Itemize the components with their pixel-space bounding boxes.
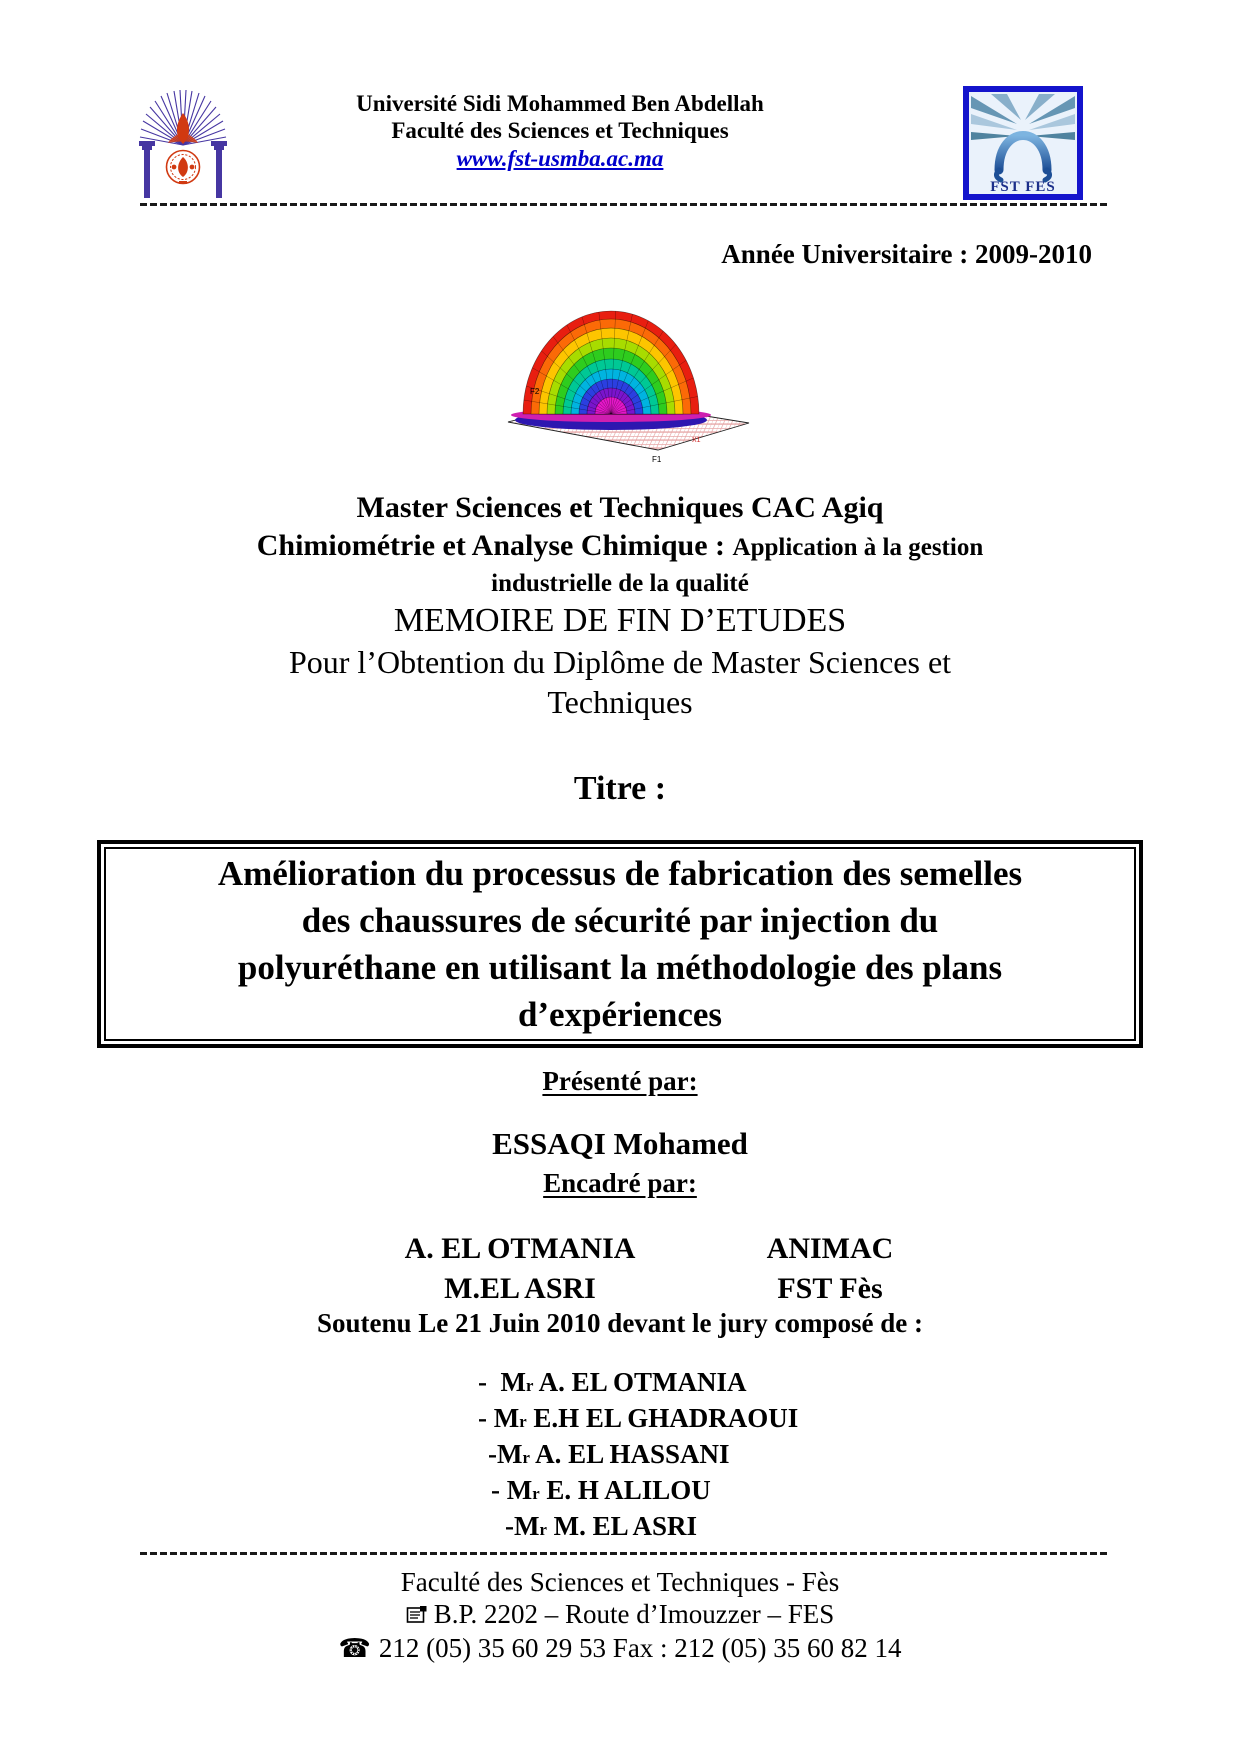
- usmba-arch-logo: [133, 85, 233, 200]
- master-program-line: Master Sciences et Techniques CAC Agiq: [356, 491, 884, 524]
- footer-block: [0, 1566, 1240, 1665]
- supervisor-org-2: FST Fès: [777, 1272, 883, 1305]
- diploma-line-1: Pour l’Obtention du Diplôme de Master Sciences et: [288, 644, 952, 680]
- jury-member-1: [478, 1366, 798, 1402]
- header-text-block: [280, 90, 840, 174]
- response-surface-svg: [506, 292, 756, 472]
- footer-address-line: [0, 1598, 1240, 1632]
- footer-address-text: B.P. 2202 – Route d’Imouzzer – FES: [433, 1599, 835, 1629]
- thesis-title-line-4: d’expériences: [517, 995, 723, 1034]
- supervisor-org-1: ANIMAC: [766, 1232, 894, 1265]
- jury-prefix: -M: [505, 1511, 540, 1541]
- jury-title-sub: r: [525, 1376, 534, 1395]
- title-label: Titre :: [573, 770, 667, 807]
- jury-title-sub: r: [539, 1520, 547, 1539]
- student-name: ESSAQI Mohamed: [492, 1126, 748, 1161]
- specialty-line-2: industrielle de la qualité: [491, 570, 749, 597]
- telephone-icon: ☎: [338, 1634, 371, 1664]
- thesis-title-line-3: polyuréthane en utilisant la méthodologie des plans: [237, 948, 1003, 987]
- dashed-separator-top: [140, 203, 1107, 206]
- specialty-main: Chimiométrie et Analyse Chimique :: [256, 529, 733, 562]
- jury-title-sub: r: [522, 1448, 530, 1467]
- defense-date-line: Soutenu Le 21 Juin 2010 devant le jury composé de :: [316, 1308, 924, 1338]
- jury-prefix: - M: [478, 1403, 520, 1433]
- fst-fes-logo-svg: [963, 86, 1083, 200]
- footer-faculty-line: Faculté des Sciences et Techniques - Fès: [400, 1567, 840, 1597]
- jury-member-4: [491, 1474, 798, 1510]
- faculty-name: Faculté des Sciences et Techniques: [391, 118, 729, 143]
- supervised-by-label: [0, 1168, 1240, 1199]
- footer-phone-text: 212 (05) 35 60 29 53 Fax : 212 (05) 35 60 82 14: [378, 1633, 902, 1663]
- memoire-heading: MEMOIRE DE FIN D’ETUDES: [393, 602, 847, 639]
- jury-list: [478, 1366, 798, 1546]
- footer-phone-line: [0, 1632, 1240, 1665]
- presented-by-text: Présenté par:: [542, 1066, 698, 1096]
- jury-name: E.H EL GHADRAOUI: [526, 1403, 799, 1433]
- jury-prefix: - M: [478, 1367, 526, 1397]
- supervisor-name-1: A. EL OTMANIA: [404, 1232, 636, 1265]
- thesis-title-line-1: Amélioration du processus de fabrication des semelles: [217, 854, 1023, 893]
- specialty-line: [0, 527, 1240, 567]
- figure-x-axis-label: F1: [652, 455, 662, 464]
- usmba-arch-logo-svg: [133, 85, 233, 200]
- supervisors-block: [0, 1232, 1240, 1312]
- specialty-sub: Application à la gestion: [732, 534, 984, 561]
- supervisor-name-2: M.EL ASRI: [444, 1272, 596, 1305]
- jury-member-2: [478, 1402, 798, 1438]
- dashed-separator-bottom: [140, 1552, 1107, 1555]
- jury-name: A. EL HASSANI: [529, 1439, 730, 1469]
- academic-year: Année Universitaire : 2009-2010: [721, 239, 1092, 269]
- jury-prefix: - M: [491, 1475, 533, 1505]
- jury-member-3: [488, 1438, 798, 1474]
- thesis-title-line-2: des chaussures de sécurité par injection du: [301, 901, 939, 940]
- jury-name: A. EL OTMANIA: [533, 1367, 747, 1397]
- jury-title-sub: r: [532, 1484, 540, 1503]
- diploma-line-2: Techniques: [547, 684, 693, 720]
- fst-fes-logo-caption: FST FES: [990, 179, 1056, 195]
- thesis-title: [104, 847, 1136, 1041]
- figure-right-axis-label: X1: [692, 437, 701, 444]
- website-link[interactable]: www.fst-usmba.ac.ma: [456, 146, 664, 171]
- jury-name: E. H ALILOU: [539, 1475, 711, 1505]
- university-name: Université Sidi Mohammed Ben Abdellah: [356, 91, 764, 116]
- presented-by-label: [0, 1066, 1240, 1097]
- jury-member-5: [505, 1510, 798, 1546]
- figure-y-axis-label: F2: [530, 387, 540, 396]
- supervisor-row: [0, 1272, 1240, 1312]
- supervisor-row: [0, 1232, 1240, 1272]
- fst-fes-logo: [963, 86, 1083, 200]
- program-block: [0, 489, 1240, 722]
- document-mail-icon: [406, 1600, 428, 1632]
- supervised-by-text: Encadré par:: [543, 1168, 697, 1198]
- jury-prefix: -M: [488, 1439, 523, 1469]
- jury-title-sub: r: [519, 1412, 527, 1431]
- thesis-title-box: [97, 840, 1143, 1048]
- response-surface-figure: [506, 292, 756, 472]
- jury-name: M. EL ASRI: [546, 1511, 697, 1541]
